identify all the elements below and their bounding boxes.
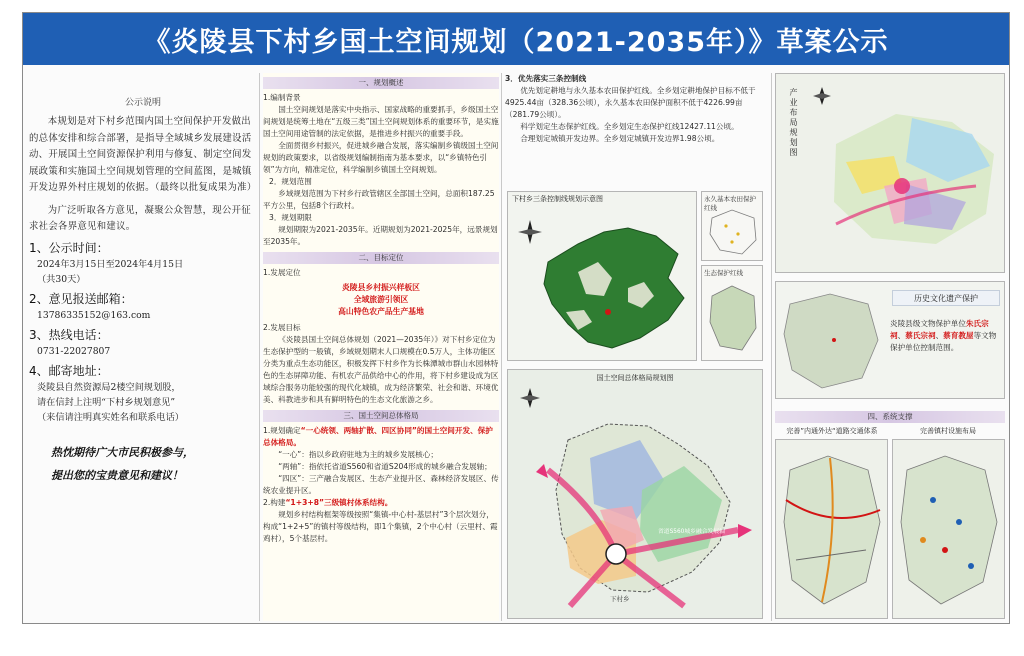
town-label: 下村乡: [610, 595, 630, 603]
section-bar-positioning: 二、目标定位: [263, 252, 499, 264]
heritage-map-graphic: [776, 282, 886, 399]
compass-icon: [518, 220, 542, 244]
scope-text: 乡域规划范围为下村乡行政管辖区全部国土空间，总面积187.25平方公里，包括8个行政村。: [263, 189, 495, 210]
control-lines-text-1: 优先划定耕地与永久基本农田保护红线。全乡划定耕地保护目标不低于4925.44亩（328.36公顷），永久基本农田保护面积不低于4226.99亩（281.79公顷）。: [505, 86, 756, 119]
section-phone-title: 3、热线电话：: [29, 327, 109, 342]
control-lines-title: 3．优先落实三条控制线: [505, 74, 587, 83]
transport-map[interactable]: [775, 439, 888, 619]
overall-layout-map-caption: 国土空间总体格局规划图: [596, 374, 674, 382]
background-text: 国土空间规划是落实中央指示、国家战略的重要抓手，乡级国土空间规划是统筹土地在“五级三类”国土空间规划体系的重要环节，是实施国土空间用途管制的法定依据，是推进乡村振兴的重要手段。: [263, 105, 499, 138]
control-lines-text-2: 科学划定生态保护红线。全乡划定生态保护红线12427.11公顷。: [520, 122, 739, 131]
build-title: [263, 497, 499, 509]
scope-title: 2．规划范围: [269, 177, 312, 186]
heritage-sep-2: 、: [935, 331, 944, 340]
positioning-title: 1.发展定位: [263, 268, 301, 277]
section-bar-systems: 四、系统支撑: [775, 411, 1005, 423]
goal-text: 《炎陵县国土空间总体规划（2021—2035年）》对下村乡定位为生态保护型的一般镇，乡域规划期末人口规模在0.5万人，主体功能区分类为重点生态功能区，积极发挥下村乡作为长株潭城市群山水园林特色的生态屏障功能、有机农产品供给中心的作用，将下村乡建设成为区域综合服务功能较强的现代化城镇，成为经济繁荣、社会和谐、环境优美、科教进步和具有鲜明特色的生态文化旅游之乡。: [263, 335, 499, 404]
inset-farmland-label: 永久基本农田保护红线: [704, 195, 756, 212]
positioning-list: [306, 282, 456, 318]
layout-two-axes: “两轴”：指依托省道S560和省道S204形成的城乡融合发展轴；: [278, 462, 492, 471]
address-line-2: 请在信封上注明“下村乡规划意见”: [37, 396, 176, 408]
build-highlight: “1+3+8”三级镇村体系结构。: [285, 498, 393, 507]
positioning-item-2: 全域旅游引领区: [353, 295, 409, 304]
heritage-caption-plate: [892, 290, 1000, 306]
term-text: 规划期限为2021-2035年。近期规划为2021-2025年，远景规划至2035年。: [263, 225, 498, 246]
industry-map-graphic: [776, 74, 1005, 273]
inset-map-ecology[interactable]: [701, 265, 763, 361]
address-line-1: 炎陵县自然资源局2楼空间规划股，: [37, 381, 181, 393]
heritage-site-1: 朱氏宗祠: [890, 319, 989, 340]
section-address-title: 4、邮寄地址：: [29, 363, 109, 378]
column-divider: [771, 73, 772, 621]
inset-farmland-graphic: [702, 192, 763, 261]
layout-title-text: 1.规划确定: [263, 426, 301, 435]
facilities-map[interactable]: [892, 439, 1005, 619]
layout-one-core: “一心”：指以乡政府驻地为主的城乡发展核心；: [278, 450, 438, 459]
systems-left-title: 完善”内通外达“道路交通体系: [786, 427, 878, 435]
systems-right-title: 完善镇村设施布局: [920, 427, 976, 435]
compass-icon: [813, 87, 831, 105]
industry-map-label: 产业布局规划图: [789, 88, 798, 158]
inset-map-farmland[interactable]: [701, 191, 763, 261]
phone-number[interactable]: 0731-22027807: [37, 345, 111, 357]
build-text: 规划乡村结构框架等级按照“集镇-中心村-基层村”3个层次划分，构成“1+2+5”的镇村等级结构，即1个集镇，2个中心村（云里村、霞鸡村），5个基层村。: [263, 510, 498, 543]
section-time-title: 1、公示时间：: [29, 240, 109, 255]
overall-layout-map-graphic: [508, 370, 763, 619]
notice-paragraph-2: 为广泛听取各方意见，凝聚公众智慧，现公开征求社会各界意见和建议。: [29, 204, 251, 232]
maps-column: [505, 73, 767, 621]
background-title: 1.编制背景: [263, 93, 301, 102]
overview-column: [263, 73, 499, 621]
notice-column: [29, 73, 257, 621]
control-lines-text-3: 合理划定城镇开发边界。全乡划定城镇开发边界1.98公顷。: [520, 134, 720, 143]
heritage-text-a: 炎陵县级文物保护单位: [890, 319, 966, 328]
notice-heading: 公示说明: [124, 98, 161, 108]
overall-layout-map[interactable]: [507, 369, 763, 619]
heritage-sep-1: 、: [897, 331, 906, 340]
closing-line-2: 提出您的宝贵意见和建议！: [51, 468, 183, 482]
heritage-text-b: 等文物保护单位控制范围。: [890, 331, 997, 352]
heritage-panel: [775, 281, 1005, 399]
transport-map-graphic: [776, 440, 888, 619]
positioning-item-3: 高山特色农产品生产基地: [338, 307, 424, 316]
inset-ecology-graphic: [702, 266, 763, 361]
control-line-map-graphic: [508, 192, 697, 361]
banner-title: 《炎陵县下村乡国土空间规划（2021-2035年）》草案公示: [23, 13, 1009, 65]
email-address[interactable]: 13786335152@163.com: [37, 309, 151, 321]
notice-paragraph-1: 本规划是对下村乡范围内国土空间保护开发做出的总体安排和综合部署，是指导全域城乡发展建设活动、开展国土空间资源保护利用与修复、制定空间发展政策和实施国土空间规划管理的空间蓝图，是城镇开发边界外村庄规划的依据。（最终以批复成果为准）: [29, 116, 257, 193]
facilities-map-graphic: [893, 440, 1005, 619]
build-title-text: 2.构建: [263, 498, 286, 507]
layout-title: [263, 425, 499, 449]
axis-label: 省道S560城乡融合发展轴: [658, 529, 725, 535]
address-line-3: （来信请注明真实姓名和联系电话）: [37, 411, 184, 423]
term-title: 3．规划期限: [269, 213, 312, 222]
closing-line-1: 热忱期待广大市民积极参与，: [51, 445, 194, 459]
positioning-item-1: 炎陵县乡村振兴样板区: [342, 283, 420, 292]
background-text-2: 全面贯彻乡村振兴，促进城乡融合发展，落实编制乡镇级国土空间规划的政策要求，以省级规划编制指南为基本要求，以“乡镇特色引领”为方向，精准定位，科学编制乡镇国土空间规划。: [263, 141, 499, 174]
heritage-site-2: 蔡氏宗祠: [905, 331, 936, 340]
column-divider: [259, 73, 260, 621]
section-email-title: 2、意见报送邮箱：: [29, 291, 133, 306]
section-bar-overview: 一、规划概述: [263, 77, 499, 89]
control-line-map-caption: 下村乡三条控制线规划示意图: [512, 195, 603, 203]
inset-ecology-label: 生态保护红线: [704, 269, 743, 277]
heritage-site-3: 蔡育教屋: [943, 331, 974, 340]
heritage-caption: 历史文化遗产保护: [914, 294, 978, 303]
section-time-days: （共30天）: [37, 273, 86, 285]
goal-title: 2.发展目标: [263, 323, 301, 332]
heritage-text: [890, 318, 1002, 354]
industry-layout-map[interactable]: [775, 73, 1005, 273]
control-line-map[interactable]: [507, 191, 697, 361]
layout-highlight: “一心统领、两轴扩散、四区协同”的国土空间开发、保护总体格局。: [263, 426, 493, 447]
layout-four-zones: “四区”：三产融合发展区、生态产业提升区、森林经济发展区、传统农业提升区。: [263, 474, 499, 495]
poster-board: [22, 12, 1010, 624]
section-bar-layout: 三、国土空间总体格局: [263, 410, 499, 422]
compass-icon: [520, 388, 540, 408]
right-column: [775, 73, 1005, 621]
section-time-range: 2024年3月15日至2024年4月15日: [37, 258, 184, 270]
column-divider: [501, 73, 502, 621]
